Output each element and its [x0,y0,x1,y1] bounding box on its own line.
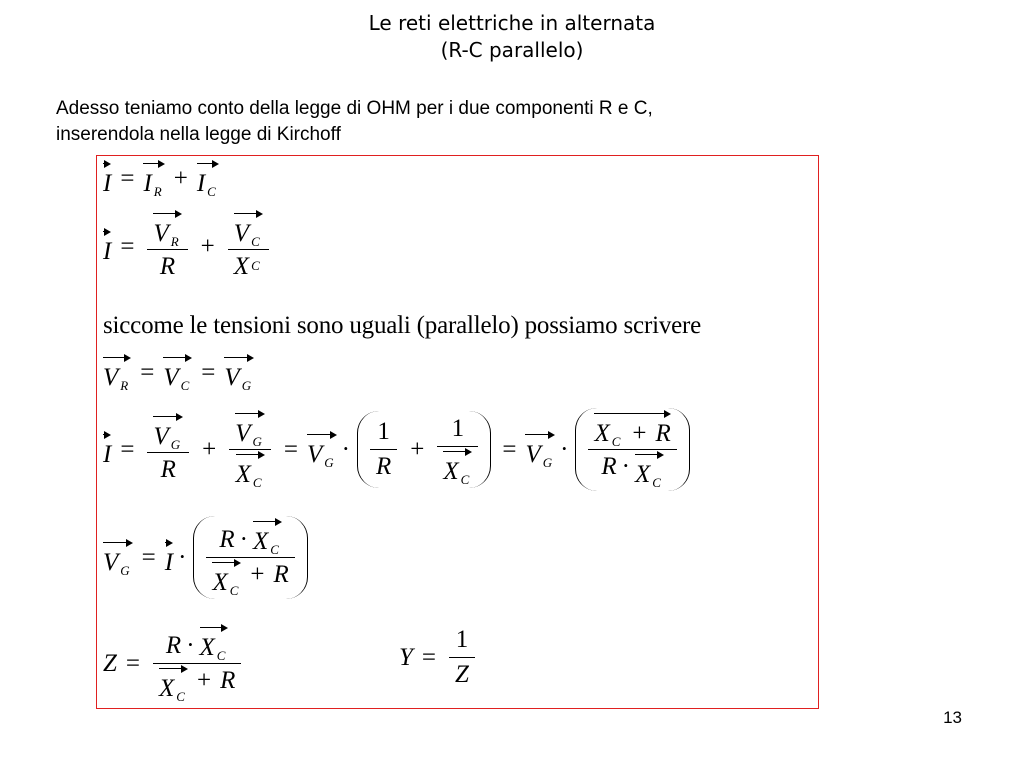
equals-sign: = [120,165,135,192]
current-total: I [103,230,111,264]
formula-box [96,155,819,709]
fraction-vc-over-xc: V $_C$ X C [228,212,269,281]
current-r: I $_R$ [143,162,164,196]
page-number: 13 [943,708,962,727]
intro-line-1: Adesso teniamo conto della legge di OHM per i due componenti R e C, [56,98,653,119]
equation-voltage-g: V $_G$ = I · R · X $_C$ X $_C$ + R [103,516,310,599]
voltage-g: V $_G$ [224,356,254,390]
equation-kirchhoff [103,162,219,199]
equation-voltages-equal: V $_R$ = V $_C$ = V $_G$ [103,356,254,390]
intro-line-2: inserendola nella legge di Kirchoff [56,124,341,145]
slide-title [0,10,1024,64]
voltage-r: V $_R$ [103,356,131,390]
fraction-vg-over-r: $\frac{V _G}{R}$ [147,415,189,484]
statement-text: siccome le tensioni sono uguali (parallelo) possiamo scrivere [103,312,702,339]
equals-sign: = [120,232,135,260]
plus-sign: + [173,165,188,192]
parenthesis-combined: X $_C$ + R R · X $_C$ [575,408,689,491]
fraction-vg-over-xc: $\frac{V _G}{X _C}$ [229,412,271,487]
current-c: I $_C$ [197,162,219,196]
plus-sign: + [200,232,215,260]
intro-text [56,96,956,148]
title-line-1: Le reti elettriche in alternata [368,11,656,35]
title-line-2: (R-C parallelo) [440,38,584,62]
current-total: I [103,162,111,196]
parenthesis-impedance: R · X $_C$ X $_C$ + R [193,516,307,599]
equation-admittance: Y = $\frac{1}{Z}$ [399,626,479,689]
voltage-c: V $_C$ [163,356,192,390]
equation-impedance: Z = R · X $_C$ X $_C$ + R [103,626,245,701]
equation-ohm [103,212,273,281]
fraction-vr-over-r: $\frac{V _R}{R}$ [147,212,187,281]
equation-current-expansion: I = $\frac{V _G}{R}$ + $\frac{V _G}{X _C}$ = V $_G$ · $\frac{1}{R}$ + $\frac{1}{X _C}$ = V $_G$ · X $_C$ + R R · X $_C$ [103,408,692,491]
parenthesis-sum: $\frac{1}{R}$ + $\frac{1}{X _C}$ [357,411,491,488]
